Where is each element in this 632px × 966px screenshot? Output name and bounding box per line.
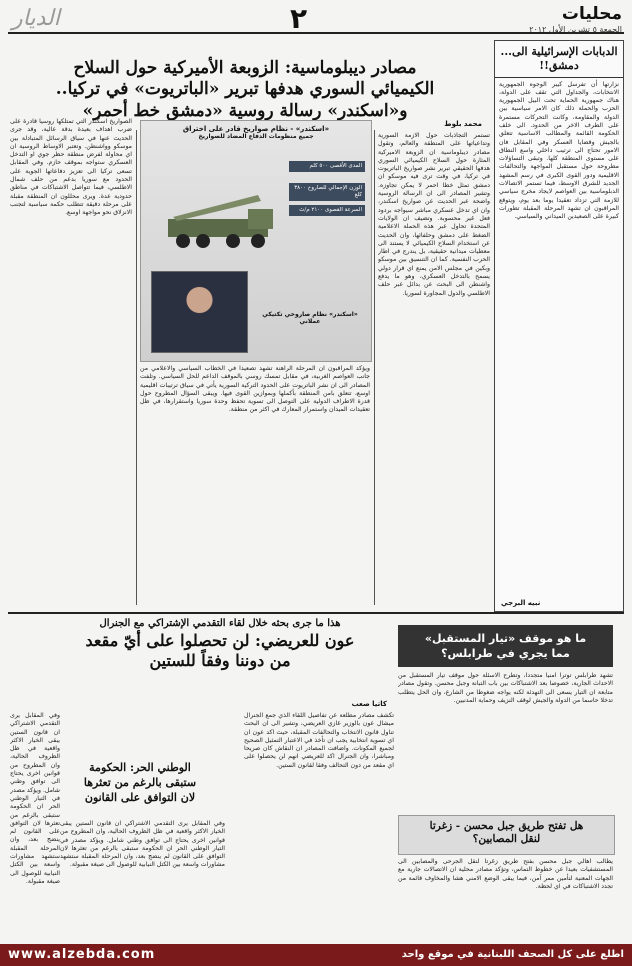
spec-range: المدى الأقصى ٥٠٠ كلم <box>289 161 365 172</box>
column-divider <box>136 130 137 605</box>
column-divider <box>374 130 375 605</box>
pull-quote-line2: ستبقى بالرغم من تعثرها <box>83 776 197 789</box>
page-number: ٢ <box>290 2 308 35</box>
lead-headline-line2: الكيميائي السوري هدفها تبرير «الباتريوت» في تركيا.. <box>55 79 435 100</box>
footer-tagline: اطلع على كل الصحف اللبنانية في موقع واحد <box>401 949 624 960</box>
right-column-title: الدبابات الإسرائيلية الى... دمشق!! <box>495 41 623 78</box>
graphic-title: «اسكندر» - نظام صواريخ قادر على اختراق <box>182 125 330 133</box>
lead-headline-line1: مصادر ديبلوماسية: الزوبعة الأميركية حول السلاح <box>73 58 417 78</box>
newspaper-logo: الديار <box>12 6 60 31</box>
side-box-1-header <box>398 625 613 667</box>
issue-date: الجمعة ٥ تشرين الأول ٢٠١٢ <box>529 25 622 34</box>
middle-body-right: تكشف مصادر مطلعة عن تفاصيل اللقاء الذي جمع الجنرال ميشال عون بالوزير غازي العريضي، وتشير الى ان البحث تناول قانون الانتخاب والتحالفات المقبلة، حيث اكد عون ان اي تسوية انتخابية يجب ان تأخذ في الاعتبار التمثيل الصحيح لجميع المكونات. واضافت المصادر ان النقاش كان صريحا ومباشرا، وان الجنرال اكد للعريضي انهم لن يحصلوا على اي مقعد من دون التحالف وفقا لقانون الستين. <box>244 712 394 769</box>
side-box-1-title-line2: مما يجري في طرابلس؟ <box>441 647 570 660</box>
side-box-1-body: تشهد طرابلس توترا امنيا متجددا، وتطرح الاسئلة حول موقف تيار المستقبل من الاحداث الجارية، خصوصا بعد الاشتباكات بين باب التبانة وجبل محسن. وتقول مصادر متابعة ان التيار يسعى الى التهدئة لكنه يواجه ضغوطا من الشارع، وان الحل يتطلب تدخلا حاسما من الدولة والجيش لوقف النزيف وحماية المدنيين. <box>398 672 613 704</box>
pull-quote <box>60 760 220 805</box>
side-box-1-title-line1: ما هو موقف «تيار المستقبل» <box>424 632 587 645</box>
pull-quote-line1: الوطني الحر: الحكومة <box>89 761 191 774</box>
pull-quote-line3: لان التوافق على القانون <box>84 791 196 804</box>
lead-byline: محمد بلوط <box>444 120 482 128</box>
official-photo <box>151 271 248 353</box>
lead-headline <box>10 58 480 122</box>
missile-truck-image <box>163 181 283 251</box>
side-box-2-title <box>399 816 614 846</box>
middle-headline <box>50 618 390 671</box>
section-divider <box>8 612 624 614</box>
footer-bar <box>0 944 632 966</box>
middle-headline-line1: هذا ما جرى بحثه خلال لقاء التقدمي الإشتراكي مع الجنرال <box>99 618 341 629</box>
middle-headline-line2: عون للعريضي: لن تحصلوا على أيّ مقعد <box>85 630 355 650</box>
side-box-2-title-line1: هل تفتح طريق جبل محسن - زغرتا <box>429 820 584 832</box>
right-column-box <box>494 40 624 612</box>
middle-headline-line3: من دوننا وفقاً للستين <box>149 650 291 670</box>
side-box-2-body: يطالب اهالي جبل محسن بفتح طريق زغرتا لنقل الجرحى والمصابين الى المستشفيات بعيدا عن خطوط التماس، وتؤكد مصادر محلية ان الاتصالات جارية مع الجهات المعنية لتأمين ممر آمن، فيما يبقى الوضع الامني هشا والمخاوف قائمة من تجدد الاشتباكات في اي لحظة. <box>398 858 613 890</box>
right-column-body: نزارتها أن تفرسل كيبر الوجوه الجمهورية الانتخابات، والجداول التي تقف على الدولة، هناك جمهورية الحماية تحت البيل الجمهورية الحزب والحملة ذلك كان الامر سياسية بين الدولة والمقاومة، وكانت التحركات مستمرة على الطرف الاخر من الحدود. الى خلف الحكومة القائمة والمطالب الاساسية تتعلق بالجيش وقضايا العسكر وفي المقابل فان الامور تحتاج الى ترتيب داخلي واسع النطاق على مستوى المنطقة كلها. وتبقى التساؤلات مطروحة حول مستقبل المواجهة والتحالفات الاقليمية ودور القوى الكبرى في رسم المشهد الجديد للشرق الاوسط، فيما تستمر الاتصالات الدبلوماسية بين العواصم لايجاد مخرج سياسي للازمة التي تزداد تعقيدا يوما بعد يوم، ويتوقع المراقبون ان تشهد المرحلة المقبلة تطورات كبيرة على الصعيدين الميداني والسياسي. <box>499 80 619 221</box>
side-box-1-title <box>398 625 613 661</box>
middle-body-left-2: وفي المقابل يرى التقدمي الاشتراكي ان قانون الستين يبقى الخيار الاكثر واقعية في ظل الظروف الحالية، وان المطروح من قوانين اخرى يحتاج الى توافق وطني شامل. ويؤكد مصدر في التيار الوطني الحر ان الحكومة ستبقى بالرغم من تعثرها لان التوافق على القانون لم ينضج بعد، وان المرحلة المقبلة ستشهد مشاورات واسعة بين الكتل النيابية للوصول الى صيغة مقبولة. <box>60 820 225 869</box>
lead-body-mid: ويؤكد المراقبون ان المرحلة الراهنة تشهد تصعيدا في الخطاب السياسي والاعلامي من جانب العواصم الغربية، في مقابل تمسك روسي بالموقف الداعم للحل السياسي. وتلفت المصادر الى ان نشر الباتريوت على الحدود التركية السورية يأتي في سياق ترتيبات اقليمية اوسع، تتعلق بامن المنطقة بأكملها وبموازين القوى فيها. ويبقى السؤال المطروح حول قدرة الاطراف الدولية على التوصل الى تسوية تحفظ وحدة سوريا واستقرارها، في ظل تعقيدات الميدان واستمرار المعارك في اكثر من منطقة. <box>140 365 370 414</box>
missile-infographic <box>140 120 372 362</box>
section-name: محليات <box>561 4 622 24</box>
right-column-author: نبيه البرجي <box>501 599 541 607</box>
graphic-subtitle: جميع منظومات الدفاع المضاد للصواريخ <box>198 133 314 140</box>
graphic-caption: «اسكندر» نظام صاروخي تكتيكي عملاني <box>262 311 358 325</box>
lead-body-right: تستمر التجاذبات حول الازمة السورية وتداعياتها على المنطقة والعالم، وتقول مصادر ديبلوماسية ان الزوبعة الاميركية المثارة حول السلاح الكيميائي السوري هدفها الحقيقي تبرير نشر صواريخ الباتريوت في تركيا، في وقت ترى فيه موسكو ان دمشق تمثل خطا احمر لا يمكن تجاوزه. وتشير المصادر الى ان الرسالة الروسية واضحة عبر الحديث عن صواريخ اسكندر، وان اي تدخل عسكري مباشر سيواجه بردود فعل غير محسوبة. وتضيف ان الولايات المتحدة تحاول عبر هذه الحملة الاعلامية الضغط على دمشق وحلفائها، وان الحديث عن استخدام السلاح الكيميائي لا يستند الى معطيات ميدانية حقيقية، بل يندرج في اطار الحرب النفسية. كما ان التنسيق بين موسكو وبكين في مجلس الامن يمنع اي قرار دولي يسمح بالتدخل العسكري، وهو ما يدفع واشنطن الى البحث عن بدائل عبر حلف الاطلسي والدول المجاورة لسوريا. <box>378 132 490 297</box>
side-box-2-header <box>398 815 615 855</box>
spec-weight: الوزن الإجمالي للصاروخ ٣٨٠٠ كلغ <box>289 183 365 201</box>
side-box-2-title-line2: لنقل المصابين؟ <box>472 833 541 846</box>
middle-byline: كاتيا صعب <box>351 700 387 708</box>
spec-speed: السرعة القصوى ٢١٠٠ م/ث <box>289 205 365 216</box>
footer-site-link[interactable]: www.alzebda.com <box>8 947 156 962</box>
middle-body-left: وفي المقابل يرى التقدمي الاشتراكي ان قانون الستين يبقى الخيار الاكثر واقعية في ظل الظروف الحالية، وان المطروح من قوانين اخرى يحتاج الى توافق وطني شامل. ويؤكد مصدر في التيار الوطني الحر ان الحكومة ستبقى بالرغم من تعثرها لان التوافق على القانون لم ينضج بعد، وان المرحلة المقبلة ستشهد مشاورات واسعة بين الكتل النيابية للوصول الى صيغة مقبولة. <box>10 712 60 885</box>
lead-body-left: الصواريخ اسكندر التي تمتلكها روسيا قادرة على ضرب اهداف بعيدة بدقة عالية، وقد جرى الحديث عنها في سياق الرسائل المتبادلة بين موسكو وواشنطن. وتعتبر الاوساط الروسية ان اي محاولة لفرض منطقة حظر جوي او التدخل العسكري ستواجه بموقف حازم. وفي المقابل تسعى تركيا الى تعزيز دفاعاتها الجوية على الحدود مع سوريا بدعم من حلف شمال الاطلسي، فيما تتواصل الاشتباكات في مناطق حدودية عدة. ويرى محللون ان المنطقة مقبلة على مرحلة دقيقة تتطلب حكمة سياسية لتجنب الانزلاق نحو مواجهة اوسع. <box>10 118 132 217</box>
lead-headline-line3: و«اسكندر» رسالة روسية «دمشق خط أحمر» <box>82 100 408 121</box>
